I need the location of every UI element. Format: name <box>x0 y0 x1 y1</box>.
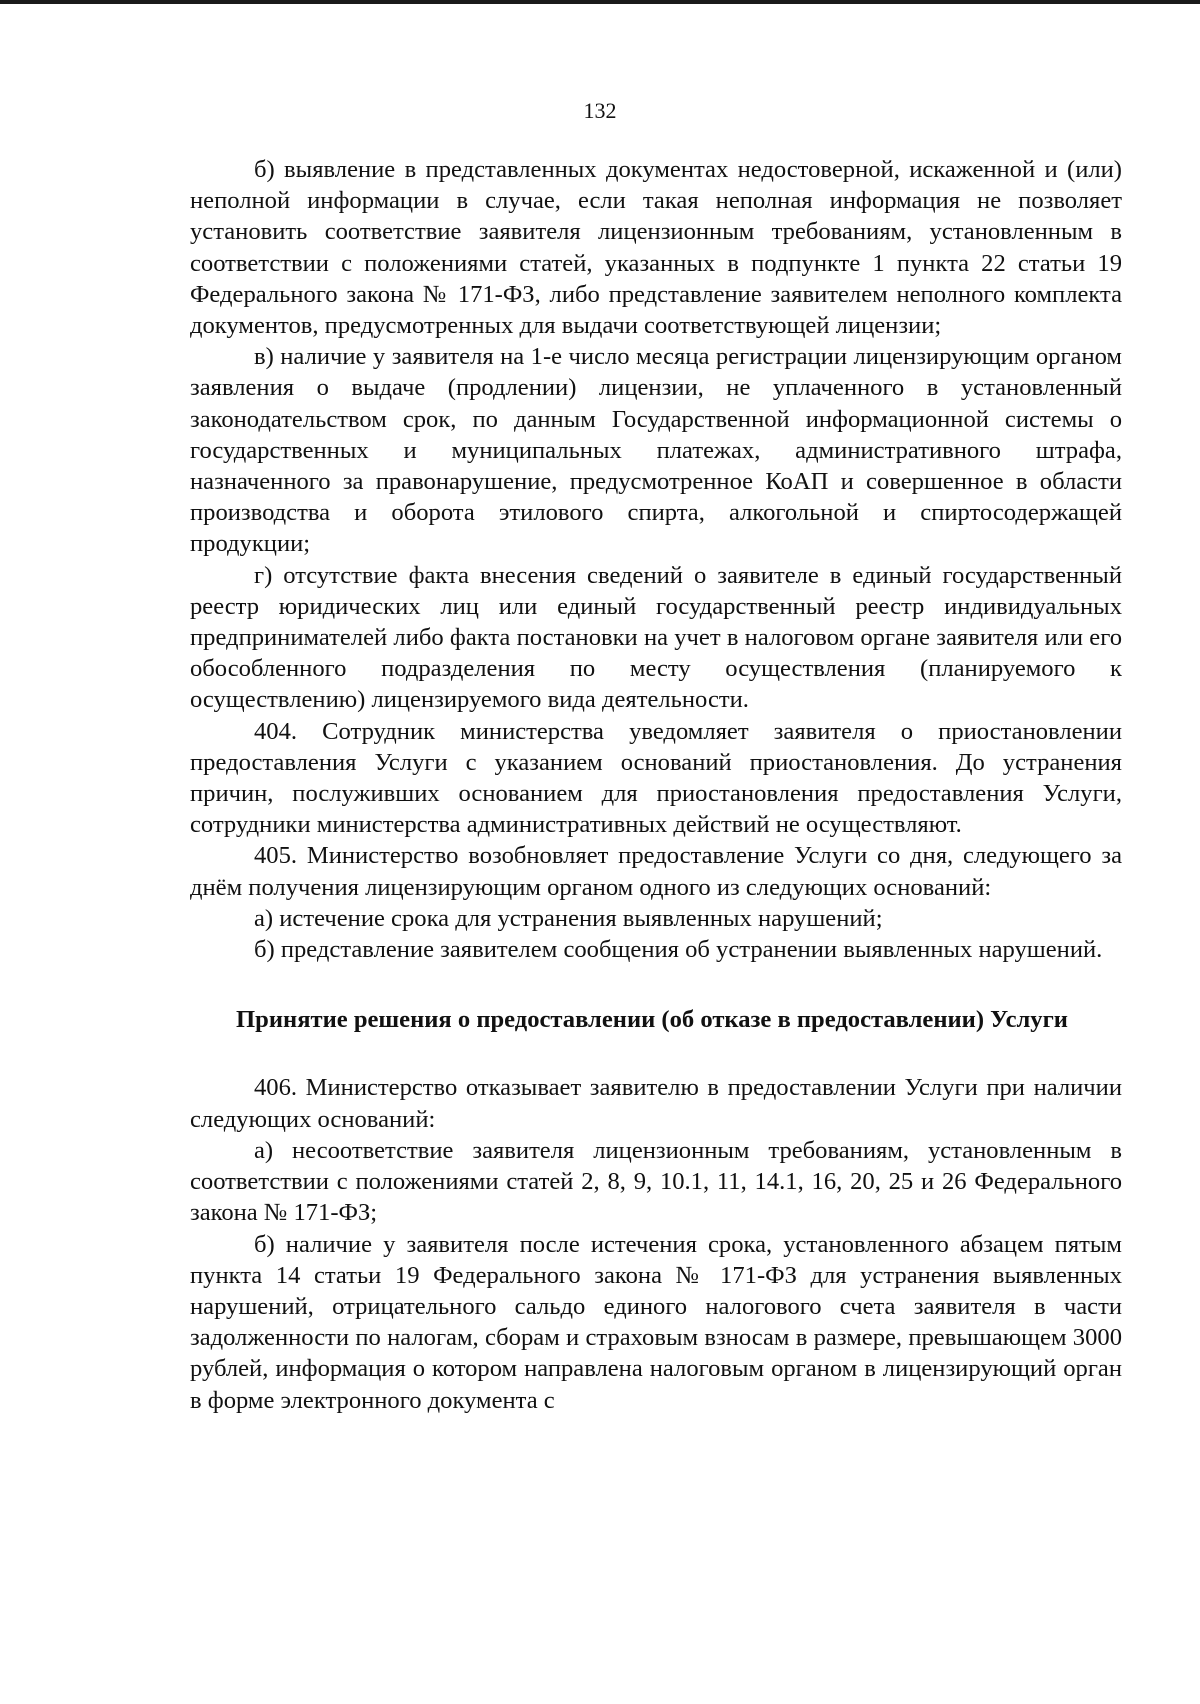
scan-top-edge <box>0 0 1200 4</box>
paragraph-406-b: б) наличие у заявителя после истечения срока, установленного абзацем пятым пункта 14 статьи 19 Федерального закона № 171-ФЗ для устранения выявленных нарушений, отрицательного сальдо единого налогового счета заявителя в части задолженности по налогам, сборам и страховым взносам в размере, превышающем 3000 рублей, информация о котором направлена налоговым органом в лицензирующий орган в форме электронного документа с <box>190 1230 1122 1414</box>
paragraph-g-no-registry-entry: г) отсутствие факта внесения сведений о заявителе в единый государственный реестр юридических лиц или единый государственный реестр индивидуальных предпринимателей либо факта постановки на учет в налоговом органе заявителя или его обособленного подразделения по месту осуществления (планируемого к осуществлению) лицензируемого вида деятельности. <box>190 561 1122 714</box>
paragraph-405-b: б) представление заявителем сообщения об устранении выявленных нарушений. <box>254 936 1103 964</box>
paragraph-404: 404. Сотрудник министерства уведомляет заявителя о приостановлении предоставления Услуги с указанием оснований приостановления. До устранения причин, послуживших основанием для приостановления предоставления Услуги, сотрудники министерства административных действий не осуществляют. <box>190 717 1122 839</box>
paragraph-405-a: а) истечение срока для устранения выявленных нарушений; <box>254 904 883 932</box>
paragraph-406-a: а) несоответствие заявителя лицензионным требованиям, установленным в соответствии с положениями статей 2, 8, 9, 10.1, 11, 14.1, 16, 20, 25 и 26 Федерального закона № 171-ФЗ; <box>190 1136 1122 1227</box>
paragraph-405: 405. Министерство возобновляет предоставление Услуги со дня, следующего за днём получения лицензирующим органом одного из следующих оснований: <box>190 842 1122 901</box>
section-heading: Принятие решения о предоставлении (об отказе в предоставлении) Услуги <box>236 1006 1068 1034</box>
document-body <box>190 154 1122 1416</box>
page-number: 132 <box>583 98 617 123</box>
paragraph-v-unpaid-fine: в) наличие у заявителя на 1-е число месяца регистрации лицензирующим органом заявления о выдаче (продлении) лицензии, не уплаченного в установленный законодательством срок, по данным Государственной информационной системы о государственных и муниципальных платежах, административного штрафа, назначенного за правонарушение, предусмотренное КоАП и совершенное в области производства и оборота этилового спирта, алкогольной и спиртосодержащей продукции; <box>190 343 1122 558</box>
paragraph-406: 406. Министерство отказывает заявителю в предоставлении Услуги при наличии следующих оснований: <box>190 1074 1122 1133</box>
paragraph-b-unreliable-info: б) выявление в представленных документах недостоверной, искаженной и (или) неполной информации в случае, если такая неполная информация не позволяет установить соответствие заявителя лицензионным требованиям, установленным в соответствии с положениями статей, указанных в подпункте 1 пункта 22 статьи 19 Федерального закона № 171-ФЗ, либо представление заявителем неполного комплекта документов, предусмотренных для выдачи соответствующей лицензии; <box>190 156 1122 340</box>
